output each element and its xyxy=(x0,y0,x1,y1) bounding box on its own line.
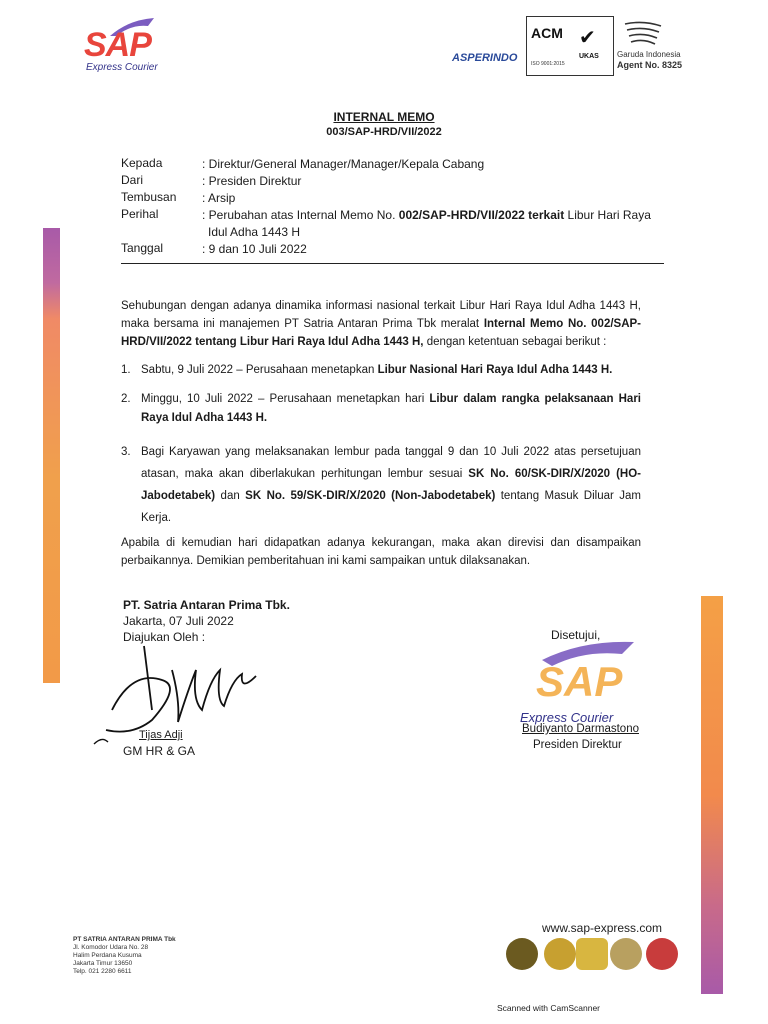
list-text-plain: Bagi Karyawan yang melaksanakan lembur pada tanggal 9 dan 10 Juli 2022 atas persetujuan atasan, maka akan diberlakukan perhitungan lembur sesuai xyxy=(141,446,641,480)
field-value-dari: : Presiden Direktur xyxy=(202,174,302,188)
list-number: 3. xyxy=(121,446,131,458)
intro-bold: Internal Memo No. 002/SAP-HRD/VII/2022 tentang Libur Hari Raya Idul Adha 1443 H, xyxy=(121,318,642,348)
intro-paragraph xyxy=(121,297,641,351)
field-value-perihal xyxy=(202,207,662,241)
award-badge-icon xyxy=(544,938,576,970)
list-text xyxy=(141,390,641,428)
right-signer-title: Presiden Direktur xyxy=(533,739,622,751)
footer-address-company: PT SATRIA ANTARAN PRIMA Tbk xyxy=(73,936,176,943)
award-badge-icon xyxy=(576,938,608,970)
garuda-indonesia-logo xyxy=(617,20,683,72)
place-date: Jakarta, 07 Juli 2022 xyxy=(123,614,234,628)
submitted-by-label: Diajukan Oleh : xyxy=(123,630,206,644)
award-badge-icon xyxy=(506,938,538,970)
list-text-bold: Libur dalam rangka pelaksanaan Hari Raya Idul Adha 1443 H. xyxy=(141,393,641,424)
approved-label: Disetujui, xyxy=(551,628,601,642)
sap-logo-tagline: Express Courier xyxy=(86,62,158,73)
memo-title: INTERNAL MEMO xyxy=(333,110,435,124)
right-signer-name: Budiyanto Darmastono xyxy=(522,723,639,735)
list-text xyxy=(141,361,641,380)
intro-text-2: dengan ketentuan sebagai berikut : xyxy=(423,336,607,348)
list-text-plain: Minggu, 10 Juli 2022 – Perusahaan menetapkan hari xyxy=(141,393,430,405)
garuda-bird-icon xyxy=(623,20,663,48)
perihal-suffix: Libur Hari Raya xyxy=(564,208,651,222)
list-text-plain: Sabtu, 9 Juli 2022 – Perusahaan menetapkan xyxy=(141,364,378,376)
acm-certification-badge xyxy=(526,16,614,76)
garuda-agent-number: Agent No. 8325 xyxy=(617,60,683,70)
field-value-tanggal: : 9 dan 10 Juli 2022 xyxy=(202,242,307,256)
company-name: PT. Satria Antaran Prima Tbk. xyxy=(123,598,290,612)
list-text-bold: SK No. 60/SK-DIR/X/2020 (HO-Jabodetabek) xyxy=(141,468,642,502)
ukas-label: UKAS xyxy=(579,53,599,60)
acm-label: ACM xyxy=(531,25,563,41)
acm-iso-label: ISO 9001:2015 xyxy=(531,61,565,67)
field-label-tembusan: Tembusan xyxy=(121,190,177,204)
intro-text-1: Sehubungan dengan adanya dinamika informasi nasional terkait Libur Hari Raya Idul Adha 1443 H, maka bersama ini manajemen PT Satria Antaran Prima Tbk meralat xyxy=(121,300,641,330)
field-label-dari: Dari xyxy=(121,173,144,187)
stamp-sap-word: SAP xyxy=(536,658,623,705)
perihal-prefix: : Perubahan atas Internal Memo No. xyxy=(202,208,399,222)
list-text xyxy=(141,441,641,529)
field-value-kepada: : Direktur/General Manager/Manager/Kepala Cabang xyxy=(202,157,485,171)
memo-number: 003/SAP-HRD/VII/2022 xyxy=(326,126,442,138)
stamp-tagline: Express Courier xyxy=(520,710,614,725)
perihal-bold: 002/SAP-HRD/VII/2022 terkait xyxy=(398,208,565,222)
list-text-plain: dan xyxy=(215,490,246,502)
list-text-bold: SK No. 59/SK-DIR/X/2020 (Non-Jabodetabek) xyxy=(245,490,496,502)
list-number: 2. xyxy=(121,393,131,405)
footer-address-line: Halim Perdana Kusuma xyxy=(73,952,142,959)
sap-logo-word: SAP xyxy=(84,26,151,64)
field-value-tembusan: : Arsip xyxy=(202,191,236,205)
footer-address xyxy=(73,936,176,976)
header-divider xyxy=(121,263,664,264)
garuda-name: Garuda Indonesia xyxy=(617,50,681,59)
sap-logo xyxy=(78,14,168,76)
list-number: 1. xyxy=(121,364,131,376)
footer-address-line: Jakarta Timur 13650 xyxy=(73,960,133,967)
left-signer-name: Tijas Adji xyxy=(139,729,183,741)
field-label-tanggal: Tanggal xyxy=(121,241,164,255)
footer-address-line: Jl. Komodor Udara No. 28 xyxy=(73,944,149,951)
field-label-kepada: Kepada xyxy=(121,156,163,170)
list-text-plain: tentang Masuk Diluar Jam Kerja. xyxy=(141,490,641,524)
ukas-crown-icon: ✔ xyxy=(579,27,596,49)
list-text-bold: Libur Nasional Hari Raya Idul Adha 1443 H. xyxy=(377,364,613,376)
left-decorative-bar xyxy=(43,228,60,683)
perihal-line2: Idul Adha 1443 H xyxy=(208,225,301,239)
field-label-perihal: Perihal xyxy=(121,207,159,221)
left-signer-title: GM HR & GA xyxy=(123,744,196,758)
closing-paragraph: Apabila di kemudian hari didapatkan adanya kekurangan, maka akan direvisi dan disampaikan perbaikannya. Demikian pemberitahuan ini kami sampaikan untuk dilaksanakan. xyxy=(121,537,641,567)
footer-website: www.sap-express.com xyxy=(542,921,663,935)
scanner-watermark: Scanned with CamScanner xyxy=(497,1003,601,1013)
footer-address-phone: Telp. 021 2280 6611 xyxy=(73,968,132,975)
award-badge-icon xyxy=(610,938,642,970)
asperindo-logo: ASPERINDO xyxy=(452,52,518,64)
right-decorative-bar xyxy=(701,596,723,994)
award-badge-icon xyxy=(646,938,678,970)
